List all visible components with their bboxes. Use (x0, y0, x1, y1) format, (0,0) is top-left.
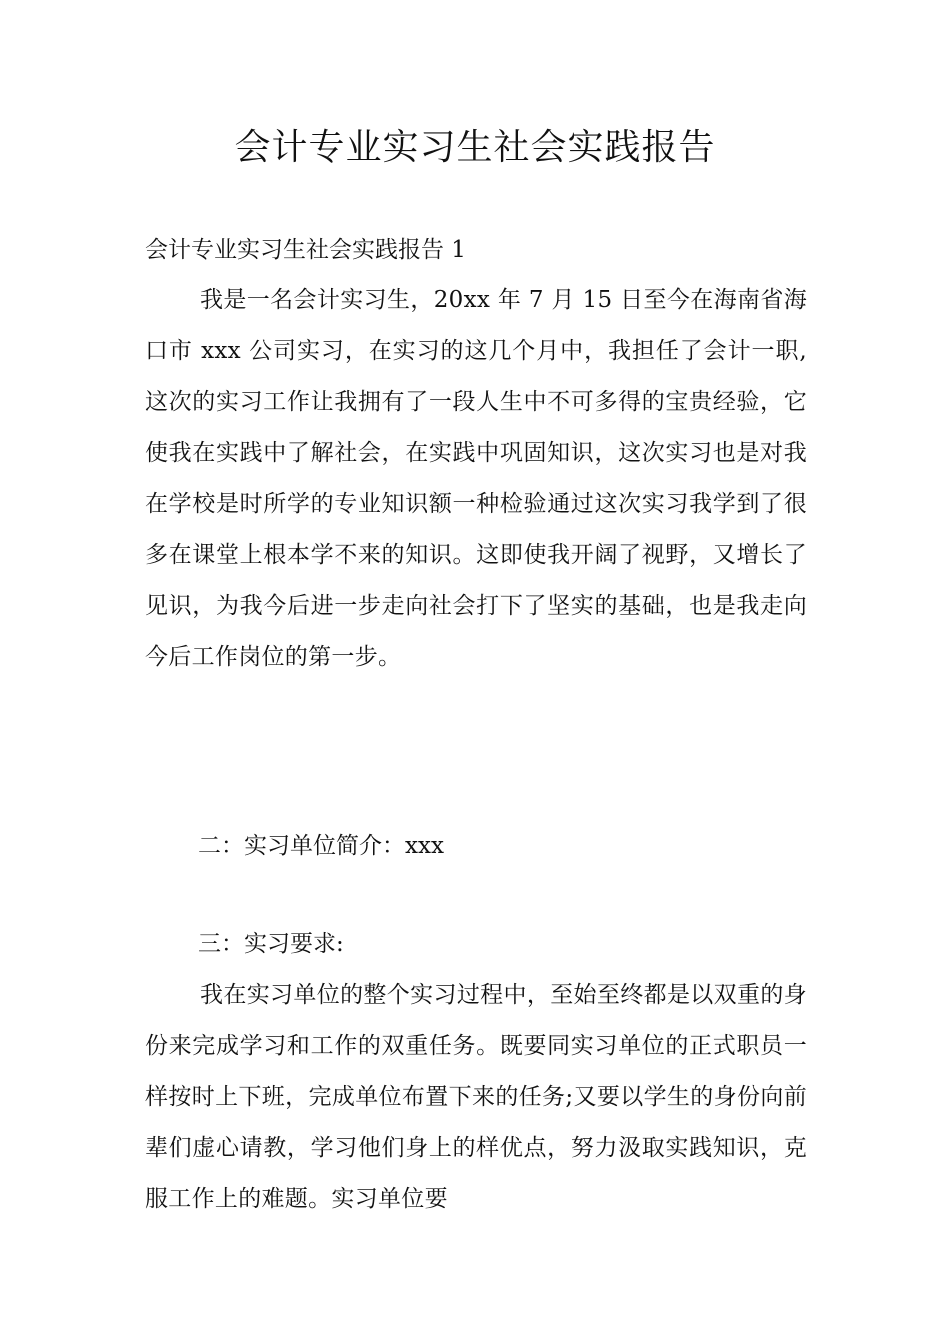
section-heading-requirements: 三：实习要求: (198, 931, 344, 957)
section-heading-unit-intro: 二：实习单位简介：xxx (198, 833, 444, 859)
report-subtitle: 会计专业实习生社会实践报告 1 (145, 237, 466, 263)
requirements-paragraph: 我在实习单位的整个实习过程中，至始至终都是以双重的身份来完成学习和工作的双重任务。既要同实习单位的正式职员一样按时上下班，完成单位布置下来的任务;又要以学生的身份向前辈们虚心请教，学习他们身上的样优点，努力汲取实践知识，克服工作上的难题。实习单位要 (145, 982, 807, 1212)
intro-paragraph: 我是一名会计实习生，20xx 年 7 月 15 日至今在海南省海口市 xxx 公司实习，在实习的这几个月中，我担任了会计一职,这次的实习工作让我拥有了一段人生中不可多得的宝贵经验，它使我在实践中了解社会，在实践中巩固知识，这次实习也是对我在学校是时所学的专业知识额一种检验通过这次实习我学到了很多在课堂上根本学不来的知识。这即使我开阔了视野，又增长了见识，为我今后进一步走向社会打下了坚实的基础，也是我走向今后工作岗位的第一步。 (145, 287, 807, 670)
document-title: 会计专业实习生社会实践报告 (234, 127, 716, 168)
